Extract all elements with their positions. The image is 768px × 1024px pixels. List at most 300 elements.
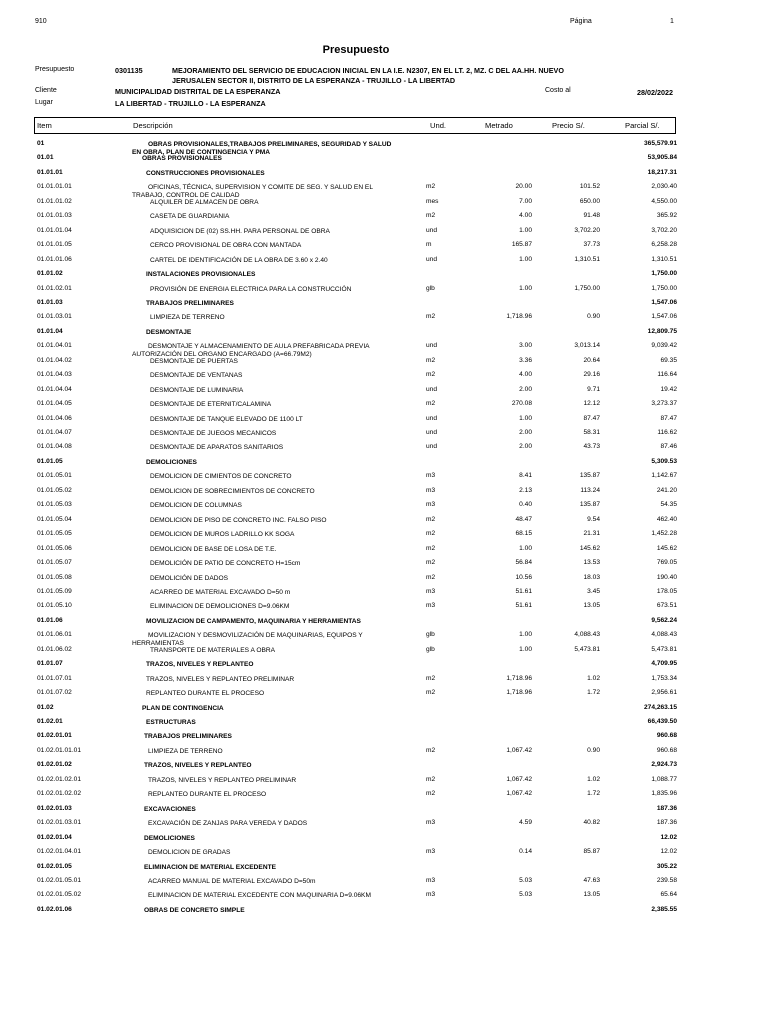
item-metrado: 0.40	[519, 501, 532, 509]
item-metrado: 20.00	[515, 183, 532, 191]
item-parcial: 239.58	[656, 876, 677, 884]
item-parcial: 1,750.00	[651, 270, 677, 278]
item-code: 01.01	[37, 154, 54, 162]
item-code: 01.02.01.01	[37, 732, 72, 740]
table-row	[0, 704, 768, 718]
item-description-continued: HERRAMIENTAS	[132, 640, 184, 648]
item-parcial: 5,309.53	[651, 457, 677, 465]
item-code: 01.01.04	[37, 327, 63, 335]
item-code: 01.01.04.05	[37, 400, 72, 408]
item-code: 01.02.01.05	[37, 862, 72, 870]
item-unit: m3	[426, 587, 436, 595]
item-unit: m2	[426, 212, 436, 220]
item-code: 01.02.01.02.02	[37, 790, 81, 798]
item-metrado: 2.00	[519, 429, 532, 436]
item-precio: 9.71	[587, 385, 600, 393]
item-code: 01.02.01	[37, 718, 63, 725]
item-unit: m2	[426, 530, 436, 538]
item-metrado: 1.00	[519, 645, 532, 653]
item-unit: m2	[426, 559, 436, 567]
item-metrado: 3.00	[519, 342, 532, 350]
presupuesto-desc-line2: JERUSALEN SECTOR II, DISTRITO DE LA ESPERANZA - TRUJILLO - LA LIBERTAD	[172, 76, 456, 85]
item-description-continued: EN OBRA, PLAN DE CONTINGENCIA Y PMA	[132, 149, 270, 156]
item-precio: 13.05	[583, 602, 600, 610]
item-description: DEMOLICION DE COLUMNAS	[150, 502, 242, 510]
item-metrado: 1,718.96	[506, 689, 532, 697]
item-unit: und	[426, 385, 438, 393]
table-row	[0, 631, 768, 648]
item-unit: m2	[426, 790, 436, 798]
item-code: 01.01.07.02	[37, 689, 72, 697]
item-code: 01.01.01.06	[37, 255, 72, 263]
item-precio: 4,088.43	[574, 631, 600, 639]
item-description: CONSTRUCCIONES PROVISIONALES	[146, 169, 265, 177]
table-row	[0, 646, 768, 660]
presupuesto-code: 0301135	[115, 66, 143, 75]
item-unit: m2	[426, 183, 436, 191]
item-parcial: 12.02	[660, 848, 677, 856]
item-description: TRAZOS, NIVELES Y REPLANTEO	[144, 762, 252, 770]
item-precio: 113.24	[580, 486, 600, 494]
table-row	[0, 602, 768, 616]
item-description: ACARREO DE MATERIAL EXCAVADO D=50 m	[150, 588, 291, 596]
item-parcial: 274,263.15	[643, 703, 677, 711]
table-row	[0, 227, 768, 241]
item-code: 01.01.02.01	[37, 284, 72, 292]
item-unit: m2	[426, 746, 436, 754]
item-unit: und	[426, 342, 438, 350]
item-code: 01.01.03	[37, 298, 63, 306]
table-row	[0, 285, 768, 299]
item-description: DEMOLICIÓN DE PATIO DE CONCRETO H=15cm	[150, 560, 301, 568]
item-description: LIMPIEZA DE TERRENO	[150, 314, 225, 322]
item-parcial: 187.36	[656, 819, 677, 827]
item-description: DEMOLICION DE BASE DE LOSA DE T.E.	[150, 545, 277, 553]
item-unit: m	[426, 241, 432, 249]
item-precio: 21.31	[583, 530, 600, 538]
table-row	[0, 559, 768, 573]
item-description: REPLANTEO DURANTE EL PROCESO	[148, 791, 267, 799]
item-precio: 1.02	[587, 674, 600, 682]
table-row	[0, 819, 768, 833]
item-description: DEMOLICION DE MUROS LADRILLO KK SOGA	[150, 531, 295, 539]
table-row	[0, 154, 768, 168]
table-row	[0, 212, 768, 226]
item-unit: m3	[426, 819, 436, 827]
item-precio: 91.48	[583, 212, 600, 220]
item-parcial: 2,385.55	[651, 905, 677, 913]
item-description: DEMOLICIONES	[144, 834, 195, 842]
item-code: 01.01.06.02	[37, 645, 72, 653]
item-code: 01.01.05.08	[37, 573, 72, 581]
item-description-continued: TRABAJO, CONTROL DE CALIDAD	[132, 192, 240, 200]
item-metrado: 3.36	[519, 356, 532, 364]
item-parcial: 4,550.00	[651, 197, 677, 205]
item-description: DEMOLICION DE SOBRECIMIENTOS DE CONCRETO	[150, 487, 315, 495]
item-precio: 18.03	[583, 573, 600, 581]
item-metrado: 4.00	[519, 371, 532, 379]
column-header-metrado: Metrado	[485, 121, 513, 130]
item-code: 01.01.01.04	[37, 226, 72, 234]
item-description: CASETA DE GUARDIANIA	[150, 213, 230, 221]
item-unit: glb	[426, 631, 435, 639]
item-unit: m2	[426, 313, 436, 321]
item-description: DESMONTAJE DE ETERNIT/CALAMINA	[150, 401, 272, 409]
item-parcial: 4,709.95	[651, 660, 677, 668]
item-unit: glb	[426, 284, 435, 292]
item-metrado: 51.61	[515, 587, 532, 595]
item-parcial: 66,439.50	[647, 718, 677, 725]
item-code: 01.01.05.06	[37, 544, 72, 552]
item-description: ELIMINACION DE MATERIAL EXCEDENTE	[144, 863, 277, 871]
item-precio: 0.90	[587, 313, 600, 321]
item-code: 01.01.05.10	[37, 602, 72, 610]
table-row	[0, 747, 768, 761]
item-parcial: 241.20	[656, 486, 677, 494]
item-description: ALQUILER DE ALMACEN DE OBRA	[150, 198, 259, 206]
item-description: DESMONTAJE DE APARATOS SANITARIOS	[150, 444, 284, 452]
item-code: 01.01.07.01	[37, 674, 72, 682]
column-header-und: Und.	[430, 121, 447, 130]
item-code: 01.01.04.06	[37, 414, 72, 422]
item-parcial: 1,547.06	[651, 298, 677, 306]
item-description: DESMONTAJE DE VENTANAS	[150, 372, 243, 380]
item-metrado: 4.00	[519, 212, 532, 220]
table-row	[0, 371, 768, 385]
item-unit: m3	[426, 501, 436, 509]
item-unit: m3	[426, 472, 436, 480]
item-description-continued: AUTORIZACIÓN DEL ORGANO ENCARGADO (A=66.79M2)	[132, 351, 312, 359]
item-description: LIMPIEZA DE TERRENO	[148, 747, 223, 755]
item-code: 01.02.01.03	[37, 804, 72, 812]
item-code: 01.01.05.03	[37, 501, 72, 509]
item-description: MOVILIZACION Y DESMOVILIZACIÓN DE MAQUINARIAS, EQUIPOS Y	[148, 632, 363, 640]
item-code: 01.01.05.01	[37, 472, 72, 480]
item-code: 01.02.01.06	[37, 905, 72, 913]
item-description: TRABAJOS PRELIMINARES	[146, 299, 234, 307]
item-description: ELIMINACION DE MATERIAL EXCEDENTE CON MAQUINARIA D=9.06KM	[148, 892, 371, 900]
item-unit: und	[426, 429, 438, 436]
item-precio: 9.54	[587, 515, 600, 523]
item-precio: 1,750.00	[574, 284, 600, 292]
item-code: 01.01.04.07	[37, 429, 72, 436]
item-unit: mes	[426, 197, 439, 205]
item-description: EXCAVACIÓN DE ZANJAS PARA VEREDA Y DADOS	[148, 820, 308, 828]
item-description: ACARREO MANUAL DE MATERIAL EXCAVADO D=50m	[148, 877, 316, 885]
item-precio: 1,310.51	[574, 255, 600, 263]
item-precio: 43.73	[583, 443, 600, 451]
item-code: 01.02.01.04.01	[37, 848, 81, 856]
item-description: TRABAJOS PRELIMINARES	[144, 733, 232, 741]
table-row	[0, 241, 768, 255]
item-code: 01	[37, 140, 45, 147]
item-description: MOVILIZACION DE CAMPAMENTO, MAQUINARIA Y HERRAMIENTAS	[146, 617, 361, 625]
item-unit: glb	[426, 645, 435, 653]
item-code: 01.02.01.04	[37, 833, 72, 841]
item-metrado: 1.00	[519, 255, 532, 263]
item-unit: und	[426, 255, 438, 263]
item-unit: m2	[426, 689, 436, 697]
item-precio: 47.63	[583, 876, 600, 884]
table-row	[0, 443, 768, 457]
item-precio: 3.45	[587, 587, 600, 595]
item-parcial: 1,753.34	[651, 674, 677, 682]
item-precio: 29.16	[583, 371, 600, 379]
item-metrado: 1.00	[519, 226, 532, 234]
item-precio: 37.73	[583, 241, 600, 249]
item-description: DESMONTAJE	[146, 328, 192, 336]
item-parcial: 365,579.91	[643, 140, 677, 147]
item-precio: 0.90	[587, 746, 600, 754]
item-precio: 12.12	[583, 400, 600, 408]
item-parcial: 673.51	[656, 602, 677, 610]
item-parcial: 19.42	[660, 385, 677, 393]
item-precio: 13.53	[583, 559, 600, 567]
item-parcial: 9,562.24	[651, 616, 677, 624]
item-parcial: 5,473.81	[651, 645, 677, 653]
lugar-value: LA LIBERTAD - TRUJILLO - LA ESPERANZA	[115, 99, 266, 108]
item-metrado: 1,718.96	[506, 674, 532, 682]
presupuesto-desc-line1: MEJORAMIENTO DEL SERVICIO DE EDUCACION INICIAL EN LA I.E. N2307, EN EL LT. 2, MZ. C DEL AA.HH. NUEVO	[172, 66, 564, 75]
page-code: 910	[35, 18, 47, 25]
item-precio: 5,473.81	[574, 645, 600, 653]
item-parcial: 54.35	[660, 501, 677, 509]
item-metrado: 2.13	[519, 486, 532, 494]
item-metrado: 1.00	[519, 414, 532, 422]
item-code: 01.01.01.05	[37, 241, 72, 249]
item-description: ADQUISICION DE (02) SS.HH. PARA PERSONAL DE OBRA	[150, 227, 330, 235]
item-parcial: 960.68	[656, 746, 677, 754]
table-row	[0, 863, 768, 877]
item-parcial: 12,809.75	[647, 327, 677, 335]
item-parcial: 187.36	[656, 804, 677, 812]
item-description: DESMONTAJE DE TANQUE ELEVADO DE 1100 LT	[150, 415, 303, 423]
item-description: ESTRUCTURAS	[146, 719, 196, 726]
table-row	[0, 357, 768, 371]
item-code: 01.02.01.02	[37, 761, 72, 769]
item-parcial: 2,030.40	[651, 183, 677, 191]
item-code: 01.01.05.07	[37, 559, 72, 567]
table-row	[0, 429, 768, 443]
item-metrado: 10.56	[515, 573, 532, 581]
item-code: 01.01.04.02	[37, 356, 72, 364]
item-description: PROVISIÓN DE ENERGIA ELECTRICA PARA LA CONSTRUCCIÓN	[150, 285, 352, 293]
item-parcial: 87.47	[660, 414, 677, 422]
item-description: OBRAS PROVISIONALES	[142, 155, 222, 163]
table-row	[0, 299, 768, 313]
table-row	[0, 183, 768, 200]
table-row	[0, 834, 768, 848]
table-row	[0, 270, 768, 284]
item-metrado: 8.41	[519, 472, 532, 480]
item-precio: 3,702.20	[574, 226, 600, 234]
item-metrado: 1.00	[519, 544, 532, 552]
costo-date: 28/02/2022	[637, 88, 673, 97]
item-metrado: 68.15	[515, 530, 532, 538]
page-label: Página	[570, 18, 592, 25]
item-precio: 20.64	[583, 356, 600, 364]
table-row	[0, 487, 768, 501]
item-code: 01.01.05	[37, 457, 63, 465]
item-description: TRANSPORTE DE MATERIALES A OBRA	[150, 646, 276, 654]
item-unit: m3	[426, 602, 436, 610]
item-precio: 87.47	[583, 414, 600, 422]
item-unit: m3	[426, 848, 436, 856]
item-description: DESMONTAJE DE PUERTAS	[150, 357, 238, 365]
item-description: DEMOLICION DE PISO DE CONCRETO INC. FALSO PISO	[150, 516, 327, 524]
table-row	[0, 415, 768, 429]
item-parcial: 116.62	[657, 429, 677, 436]
item-unit: m2	[426, 356, 436, 364]
item-code: 01.01.01.03	[37, 212, 72, 220]
item-metrado: 1,067.42	[506, 790, 532, 798]
item-description: TRAZOS, NIVELES Y REPLANTEO PRELIMINAR	[146, 675, 295, 683]
item-parcial: 12.02	[660, 833, 677, 841]
item-parcial: 1,547.06	[651, 313, 677, 321]
item-unit: m3	[426, 891, 436, 899]
item-precio: 145.62	[579, 544, 600, 552]
item-parcial: 2,956.61	[651, 689, 677, 697]
item-metrado: 56.84	[515, 559, 532, 567]
item-code: 01.01.04.03	[37, 371, 72, 379]
table-row	[0, 718, 768, 732]
item-unit: m2	[426, 573, 436, 581]
item-code: 01.01.03.01	[37, 313, 72, 321]
item-code: 01.01.02	[37, 270, 63, 278]
item-metrado: 0.14	[519, 848, 532, 856]
table-row	[0, 169, 768, 183]
item-unit: und	[426, 443, 438, 451]
table-row	[0, 790, 768, 804]
item-unit: m2	[426, 400, 436, 408]
page-number: 1	[670, 18, 674, 25]
item-parcial: 462.40	[656, 515, 677, 523]
item-code: 01.02.01.05.02	[37, 891, 81, 899]
table-row	[0, 588, 768, 602]
item-description: OBRAS PROVISIONALES,TRABAJOS PRELIMINARES, SEGURIDAD Y SALUD	[148, 141, 392, 148]
item-code: 01.01.01.01	[37, 183, 72, 191]
item-description: DESMONTAJE DE JUEGOS MECANICOS	[150, 430, 277, 437]
table-row	[0, 472, 768, 486]
item-code: 01.02	[37, 703, 54, 711]
item-metrado: 4.59	[519, 819, 532, 827]
item-description: INSTALACIONES PROVISIONALES	[146, 271, 256, 279]
item-metrado: 1.00	[519, 631, 532, 639]
item-parcial: 2,924.73	[651, 761, 677, 769]
item-parcial: 960.68	[656, 732, 677, 740]
item-parcial: 305.22	[656, 862, 677, 870]
page-title: Presupuesto	[322, 44, 390, 56]
item-parcial: 116.64	[657, 371, 677, 379]
item-unit: und	[426, 226, 438, 234]
item-description: TRAZOS, NIVELES Y REPLANTEO PRELIMINAR	[148, 776, 297, 784]
item-precio: 85.87	[583, 848, 600, 856]
item-metrado: 1,067.42	[506, 746, 532, 754]
item-code: 01.01.01.02	[37, 197, 72, 205]
item-precio: 1.02	[587, 775, 600, 783]
item-parcial: 6,258.28	[651, 241, 677, 249]
cliente-value: MUNICIPALIDAD DISTRITAL DE LA ESPERANZA	[115, 87, 281, 96]
item-metrado: 7.00	[519, 197, 532, 205]
item-parcial: 190.40	[656, 573, 677, 581]
item-unit: m2	[426, 775, 436, 783]
item-parcial: 145.62	[656, 544, 677, 552]
item-precio: 40.82	[583, 819, 600, 827]
item-unit: m2	[426, 515, 436, 523]
item-parcial: 4,088.43	[651, 631, 677, 639]
item-parcial: 87.46	[660, 443, 677, 451]
item-parcial: 69.35	[660, 356, 677, 364]
item-code: 01.01.07	[37, 660, 63, 668]
item-metrado: 1,067.42	[506, 775, 532, 783]
table-row	[0, 689, 768, 703]
table-row	[0, 501, 768, 515]
table-row	[0, 328, 768, 342]
item-code: 01.01.06.01	[37, 631, 72, 639]
table-row	[0, 761, 768, 775]
table-row	[0, 458, 768, 472]
table-header	[34, 117, 676, 134]
table-row	[0, 256, 768, 270]
item-precio: 135.87	[579, 501, 600, 509]
item-description: OBRAS DE CONCRETO SIMPLE	[144, 906, 245, 914]
item-precio: 1.72	[587, 790, 600, 798]
table-row	[0, 400, 768, 414]
item-unit: m2	[426, 674, 436, 682]
item-parcial: 178.05	[656, 587, 677, 595]
table-row	[0, 891, 768, 905]
item-code: 01.01.06	[37, 616, 63, 624]
item-description: TRAZOS, NIVELES Y REPLANTEO	[146, 661, 254, 669]
item-precio: 3,013.14	[574, 342, 600, 350]
item-metrado: 2.00	[519, 443, 532, 451]
cliente-label: Cliente	[35, 87, 57, 94]
item-precio: 135.87	[579, 472, 600, 480]
item-precio: 58.31	[583, 429, 600, 436]
table-row	[0, 805, 768, 819]
item-description: REPLANTEO DURANTE EL PROCESO	[146, 690, 265, 698]
item-unit: und	[426, 414, 438, 422]
table-row	[0, 545, 768, 559]
table-row	[0, 530, 768, 544]
table-row	[0, 140, 768, 154]
table-row	[0, 776, 768, 790]
item-precio: 13.05	[583, 891, 600, 899]
item-code: 01.01.04.01	[37, 342, 72, 350]
item-parcial: 3,273.37	[651, 400, 677, 408]
item-parcial: 3,702.20	[651, 226, 677, 234]
item-code: 01.01.05.02	[37, 486, 72, 494]
item-metrado: 5.03	[519, 876, 532, 884]
item-code: 01.01.05.05	[37, 530, 72, 538]
column-header-item: Item	[37, 121, 52, 130]
item-code: 01.01.04.08	[37, 443, 72, 451]
item-code: 01.02.01.01.01	[37, 746, 81, 754]
column-header-precio: Precio S/.	[552, 121, 585, 130]
item-code: 01.02.01.05.01	[37, 876, 81, 884]
item-metrado: 48.47	[515, 515, 532, 523]
table-row	[0, 877, 768, 891]
table-row	[0, 313, 768, 327]
item-precio: 101.52	[579, 183, 600, 191]
item-metrado: 165.87	[511, 241, 532, 249]
item-metrado: 1.00	[519, 284, 532, 292]
item-precio: 650.00	[579, 197, 600, 205]
item-description: ELIMINACION DE DEMOLICIONES D=9.06KM	[150, 603, 290, 611]
item-parcial: 53,905.84	[647, 154, 677, 162]
table-row	[0, 732, 768, 746]
costo-label: Costo al	[545, 87, 571, 94]
